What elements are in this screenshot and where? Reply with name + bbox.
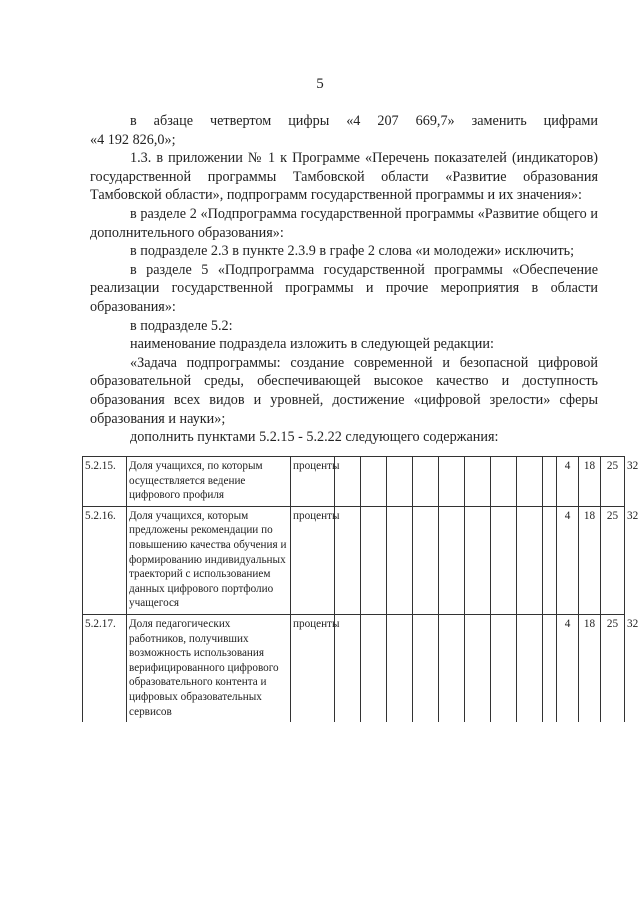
unit-cell: проценты bbox=[291, 506, 335, 614]
table-row: 5.2.15. Доля учащихся, по которым осуществляется ведение цифрового профиля проценты 4 18 25 32 bbox=[83, 457, 625, 507]
empty-value-cell bbox=[517, 506, 543, 614]
value-cell: 18 bbox=[579, 457, 601, 507]
empty-value-cell bbox=[439, 506, 465, 614]
empty-value-cell bbox=[439, 457, 465, 507]
empty-value-cell bbox=[439, 614, 465, 722]
paragraph: дополнить пунктами 5.2.15 - 5.2.22 следующего содержания: bbox=[130, 429, 499, 446]
document-body bbox=[90, 112, 598, 447]
row-number-cell: 5.2.15. bbox=[83, 457, 127, 507]
empty-value-cell bbox=[387, 506, 413, 614]
empty-value-cell bbox=[335, 614, 361, 722]
paragraph: в подразделе 2.3 в пункте 2.3.9 в графе 2 слова «и молодежи» исключить; bbox=[130, 243, 575, 260]
paragraph: в абзаце четвертом цифры «4 207 669,7» заменить цифрами bbox=[130, 113, 598, 129]
value-cell: 4 bbox=[557, 457, 579, 507]
indicator-name-cell: Доля учащихся, которым предложены рекомендации по повышению качества обучения и формированию индивидуальных траекторий с использованием данных цифрового портфолио учащегося bbox=[127, 506, 291, 614]
value-cell: 18 bbox=[579, 506, 601, 614]
empty-value-cell bbox=[465, 457, 491, 507]
value-cell: 25 bbox=[601, 614, 625, 722]
empty-value-cell bbox=[517, 614, 543, 722]
value-cell: 25 bbox=[601, 457, 625, 507]
paragraph: 1.3. в приложении № 1 к Программе «Перечень показателей (индикаторов) государственной программы Тамбовской области «Развитие образования Тамбовской области», подпрограмм государственной программы и их значения»: bbox=[90, 150, 598, 204]
empty-value-cell bbox=[517, 457, 543, 507]
empty-value-cell bbox=[413, 614, 439, 722]
empty-value-cell bbox=[465, 614, 491, 722]
value-cell: 4 bbox=[557, 614, 579, 722]
empty-value-cell bbox=[361, 506, 387, 614]
empty-value-cell bbox=[335, 506, 361, 614]
paragraph: в подразделе 5.2: bbox=[130, 317, 233, 334]
indicator-name-cell: Доля педагогических работников, получивших возможность использования верифицированного цифрового образовательного контента и цифровых образовательных сервисов bbox=[127, 614, 291, 722]
empty-value-cell bbox=[491, 506, 517, 614]
paragraph: наименование подраздела изложить в следующей редакции: bbox=[130, 336, 494, 353]
row-number-cell: 5.2.16. bbox=[83, 506, 127, 614]
empty-value-cell bbox=[543, 506, 557, 614]
unit-cell: проценты bbox=[291, 614, 335, 722]
empty-value-cell bbox=[413, 506, 439, 614]
empty-value-cell bbox=[543, 614, 557, 722]
value-cell: 25 bbox=[601, 506, 625, 614]
row-number-cell: 5.2.17. bbox=[83, 614, 127, 722]
empty-value-cell bbox=[491, 457, 517, 507]
unit-cell: проценты bbox=[291, 457, 335, 507]
paragraph: в разделе 5 «Подпрограмма государственной программы «Обеспечение реализации государственной программы и прочие мероприятия в области образования»: bbox=[90, 261, 598, 315]
paragraph: «4 192 826,0»; bbox=[90, 131, 176, 148]
empty-value-cell bbox=[465, 506, 491, 614]
empty-value-cell bbox=[543, 457, 557, 507]
indicators-table bbox=[82, 456, 639, 722]
value-cell: 18 bbox=[579, 614, 601, 722]
empty-value-cell bbox=[413, 457, 439, 507]
table-row: 5.2.17. Доля педагогических работников, получивших возможность использования верифицированного цифрового образовательного контента и цифровых образовательных сервисов проценты 4 18 25 32 bbox=[83, 614, 625, 722]
empty-value-cell bbox=[361, 614, 387, 722]
value-cell: 4 bbox=[557, 506, 579, 614]
indicator-name-cell: Доля учащихся, по которым осуществляется ведение цифрового профиля bbox=[127, 457, 291, 507]
paragraph: «Задача подпрограммы: создание современной и безопасной цифровой образовательной среды, обеспечивающей высокое качество и доступность образования всех видов и уровней, достижение «цифровой зрелости» сферы образования и науки»; bbox=[90, 354, 598, 427]
empty-value-cell bbox=[387, 457, 413, 507]
table-row: 5.2.16. Доля учащихся, которым предложены рекомендации по повышению качества обучения и формированию индивидуальных траекторий с использованием данных цифрового портфолио учащегося проценты 4 18 25 32 bbox=[83, 506, 625, 614]
empty-value-cell bbox=[361, 457, 387, 507]
paragraph: в разделе 2 «Подпрограмма государственной программы «Развитие общего и дополнительного образования»: bbox=[90, 205, 598, 241]
page-number: 5 bbox=[316, 76, 324, 92]
empty-value-cell bbox=[491, 614, 517, 722]
empty-value-cell bbox=[387, 614, 413, 722]
